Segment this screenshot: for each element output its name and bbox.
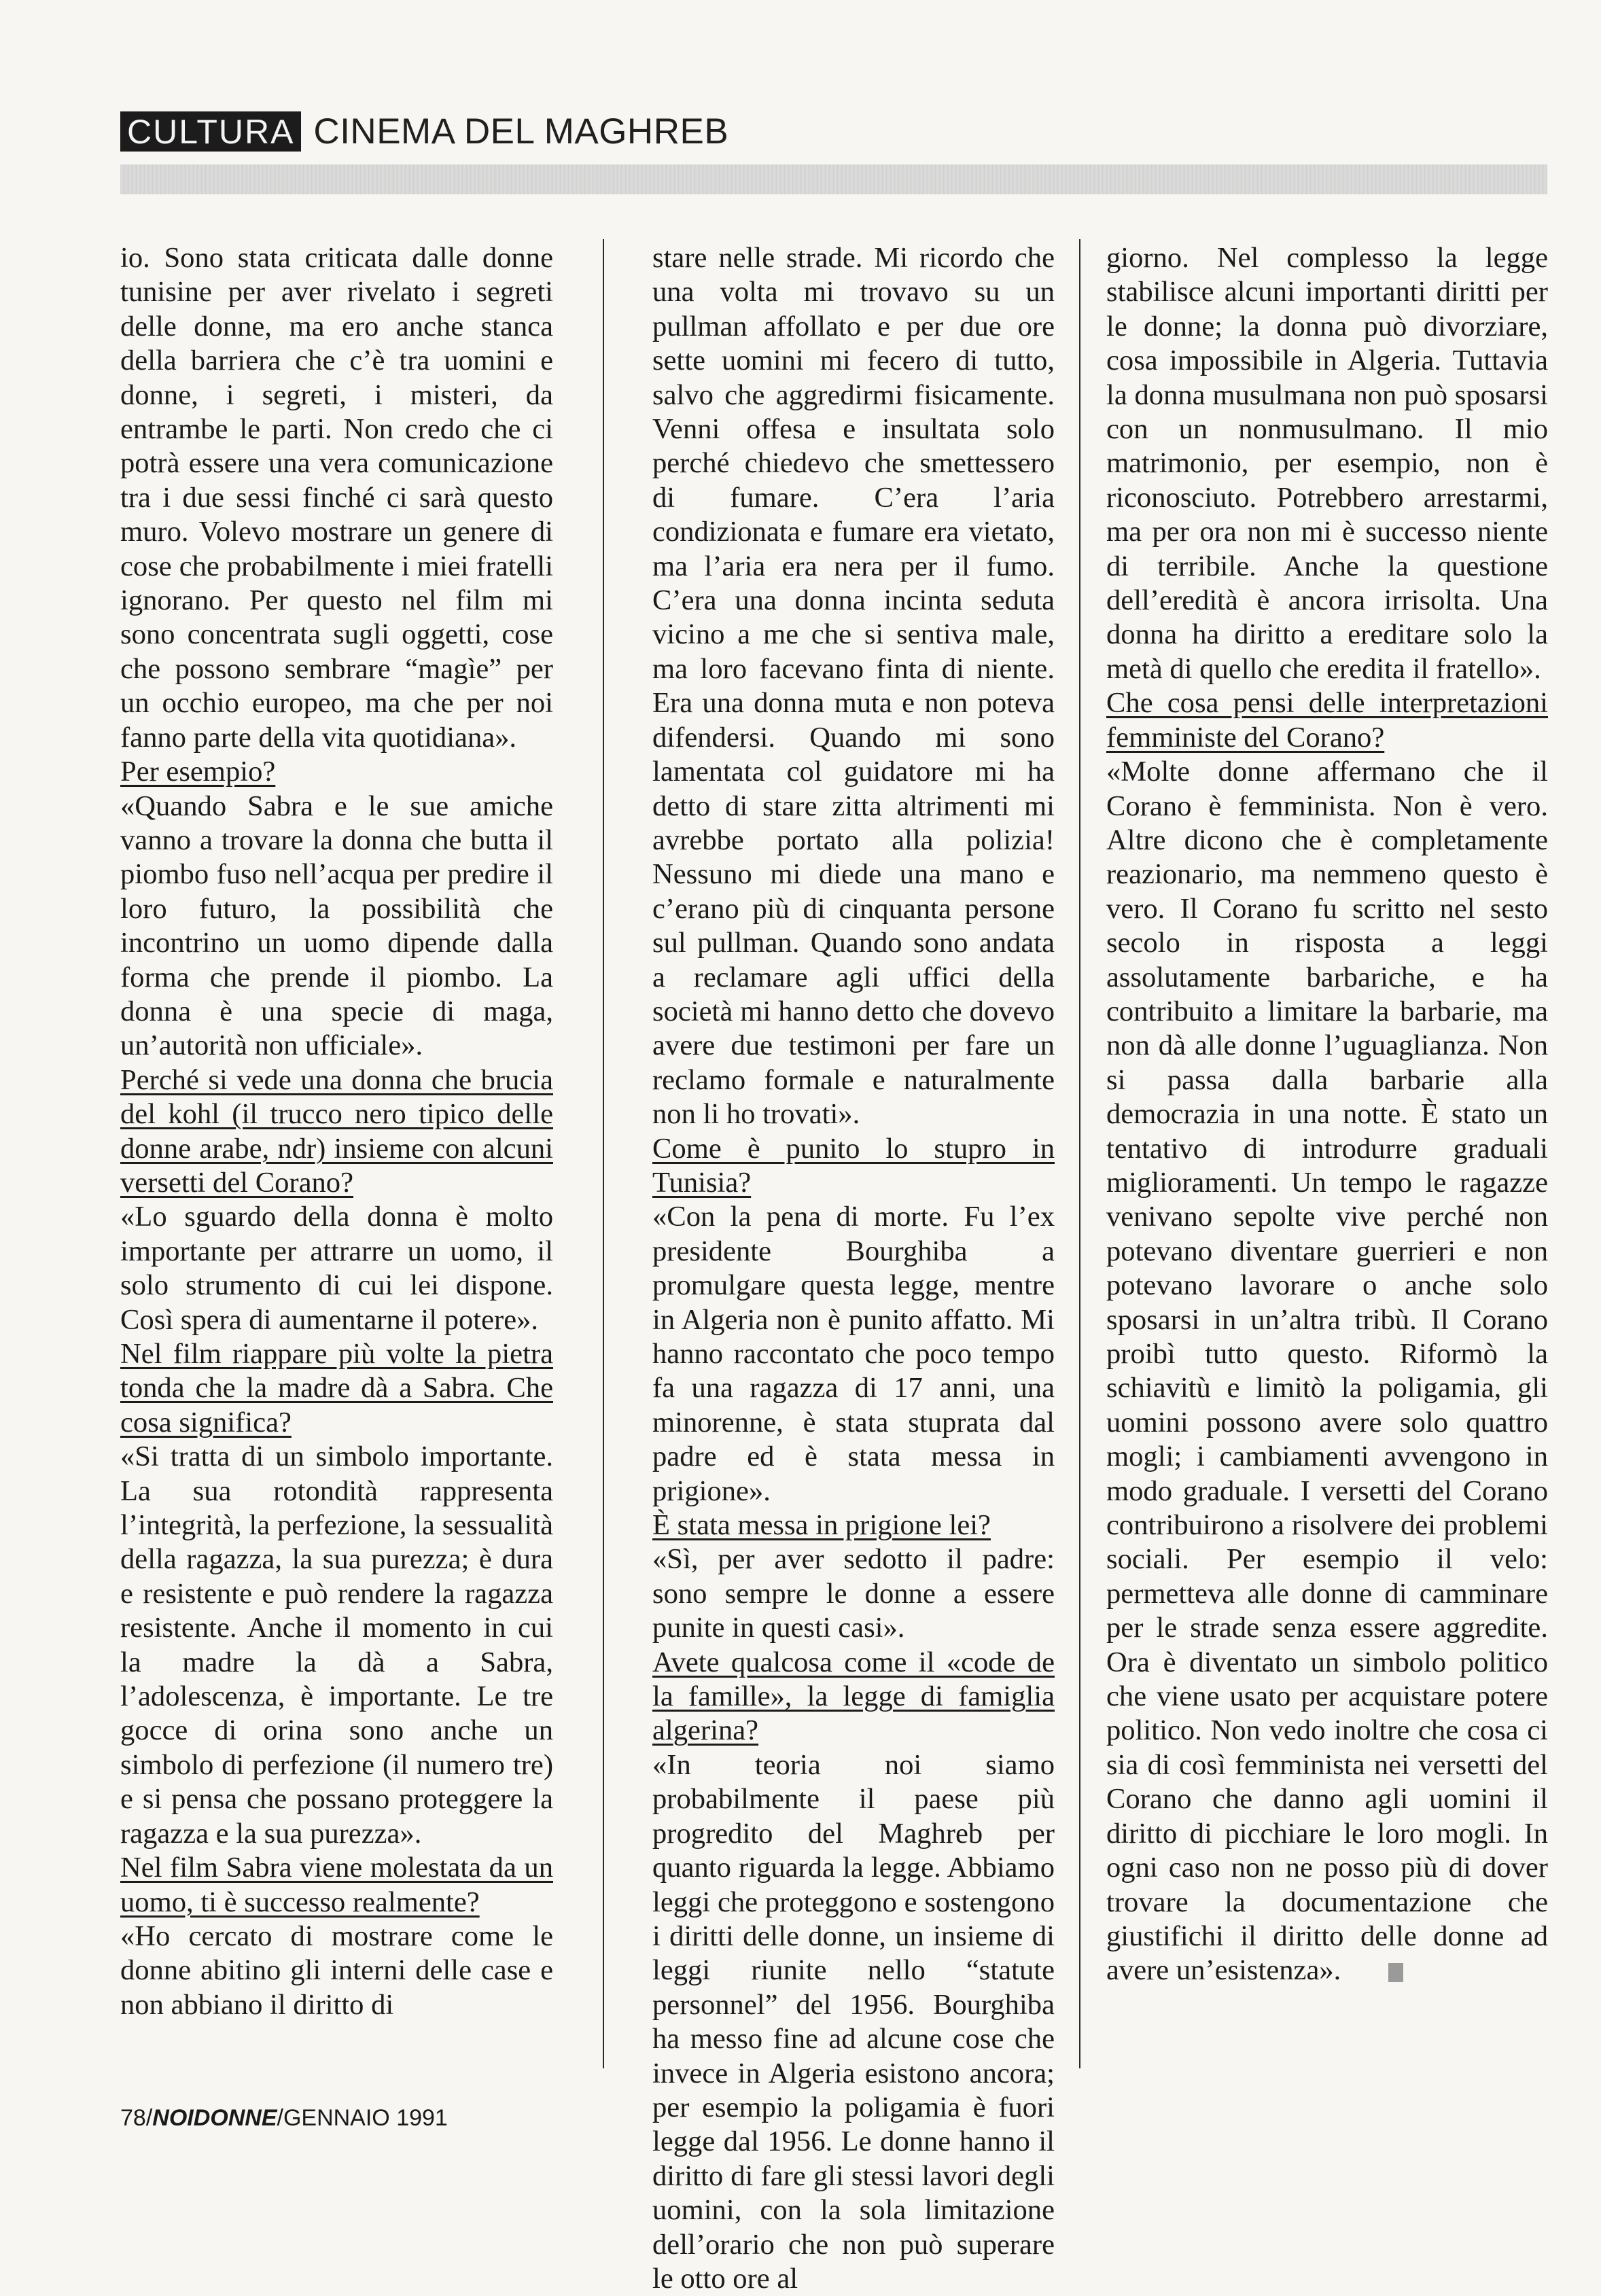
section-label: CULTURA [120, 111, 301, 152]
issue-date: /GENNAIO 1991 [277, 2105, 448, 2131]
question-text: Nel film riappare più volte la pietra tonda che la madre dà a Sabra. Che cosa significa? [120, 1338, 553, 1438]
interview-question [120, 755, 553, 789]
article-column-1 [120, 241, 553, 2069]
interview-answer: «Quando Sabra e le sue amiche vanno a trovare la donna che butta il piombo fuso nell’acqua per predire il loro futuro, la possibilità che incontrino un uomo dipende dalla forma che prende il piombo. La donna è una specie di maga, un’autorità non ufficiale». [120, 790, 553, 1062]
column-divider [603, 239, 604, 2068]
interview-question [120, 1851, 553, 1920]
section-header [120, 110, 728, 152]
interview-question [652, 1646, 1055, 1748]
interview-question [1106, 686, 1548, 755]
interview-question [652, 1132, 1055, 1201]
article-column-2 [652, 241, 1055, 2295]
interview-answer: «Con la pena di morte. Fu l’ex presidente Bourghiba a promulgare questa legge, mentre in Algeria non è punito affatto. Mi hanno raccontato che poco tempo fa una ragazza di 17 anni, una minorenne, è stata stuprata dal padre ed è stata messa in prigione». [652, 1201, 1055, 1507]
question-text: Nel film Sabra viene molestata da un uomo, ti è successo realmente? [120, 1852, 553, 1918]
question-text: Perché si vede una donna che brucia del kohl (il trucco nero tipico delle donne arabe, ndr) insieme con alcuni versetti del Corano? [120, 1063, 553, 1199]
question-text: Avete qualcosa come il «code de la famille», la legge di famiglia algerina? [652, 1646, 1055, 1747]
page-number: 78/ [120, 2105, 153, 2131]
interview-question [120, 1063, 553, 1201]
interview-answer: «Ho cercato di mostrare come le donne abitino gli interni delle case e non abbiano il diritto di [120, 1920, 553, 2021]
header-band [120, 164, 1547, 194]
interview-question [120, 1337, 553, 1440]
article-column-3 [1106, 241, 1548, 2069]
interview-answer: «In teoria noi siamo probabilmente il paese più progredito del Maghreb per quanto riguarda la legge. Abbiamo leggi che proteggono e sostengono i diritti delle donne, un insieme di leggi riunite nello “statute personnel” del 1956. Bourghiba ha messo fine ad alcune cose che invece in Algeria esistono ancora; per esempio la poligamia è fuori legge dal 1956. Le donne hanno il diritto di fare gli stessi lavori degli uomini, con la sola limitazione dell’orario che non può superare le otto ore al [652, 1748, 1055, 2295]
question-text: Per esempio? [120, 756, 276, 788]
end-mark-icon [1388, 1963, 1403, 1982]
interview-answer: «Lo sguardo della donna è molto importante per attrarre un uomo, il solo strumento di cui lei dispone. Così spera di aumentarne il potere». [120, 1201, 553, 1336]
question-text: Come è punito lo stupro in Tunisia? [652, 1132, 1055, 1199]
page-footer [120, 2105, 448, 2132]
interview-answer: stare nelle strade. Mi ricordo che una volta mi trovavo su un pullman affollato e per due ore sette uomini mi fecero di tutto, salvo che aggredirmi fisicamente. Venni offesa e insultata solo perché chiedevo che smettessero di fumare. C’era l’aria condizionata e fumare era vietato, ma l’aria era nera per il fumo. C’era una donna incinta seduta vicino a me che si sentiva male, ma loro facevano finta di niente. Era una donna muta e non poteva difendersi. Quando mi sono lamentata col guidatore mi ha detto di stare zitta altrimenti mi avrebbe portato alla polizia! Nessuno mi diede una mano e c’erano più di cinquanta persone sul pullman. Quando sono andata a reclamare agli uffici della società mi hanno detto che dovevo avere due testimoni per fare un reclamo formale e naturalmente non li ho trovati». [652, 242, 1055, 1131]
section-title: CINEMA DEL MAGHREB [313, 111, 729, 152]
interview-answer: «Molte donne affermano che il Corano è femminista. Non è vero. Altre dicono che è completamente reazionario, ma nemmeno questo è vero. Il Corano fu scritto nel sesto secolo in risposta a leggi assolutamente barbariche, e ha contribuito a limitare la barbarie, ma non dà alle donne l’uguaglianza. Non si passa dalla barbarie alla democrazia in una notte. È stato un tentativo di introdurre graduali miglioramenti. Un tempo le ragazze venivano sepolte vive perché non potevano diventare guerrieri e non potevano lavorare o anche solo sposarsi in un’altra tribù. Il Corano proibì tutto questo. Riformò la schiavitù e limitò la poligamia, gli uomini possono avere solo quattro mogli; i cambiamenti avvengono in modo graduale. I versetti del Corano contribuirono a risolvere dei problemi sociali. Per esempio il velo: permetteva alle donne di camminare per le strade senza essere aggredite. Ora è diventato un simbolo politico che viene usato per acquistare potere politico. Non vedo inoltre che cosa ci sia di così femminista nei versetti del Corano che danno agli uomini il diritto di picchiare le loro mogli. In ogni caso non ne posso più di dover trovare la documentazione che giustifichi il diritto delle donne ad avere un’esistenza». [1106, 756, 1548, 1987]
column-divider [1079, 239, 1080, 2068]
magazine-name: NOIDONNE [152, 2105, 277, 2131]
interview-answer: io. Sono stata criticata dalle donne tunisine per aver rivelato i segreti delle donne, ma ero anche stanca della barriera che c’è tra uomini e donne, i segreti, i misteri, da entrambe le parti. Non credo che ci potrà essere una vera comunicazione tra i due sessi finché ci sarà questo muro. Volevo mostrare un genere di cose che probabilmente i miei fratelli ignorano. Per questo nel film mi sono concentrata sugli oggetti, cose che possono sembrare “magìe” per un occhio europeo, ma che per noi fanno parte della vita quotidiana». [120, 242, 553, 754]
interview-answer: giorno. Nel complesso la legge stabilisce alcuni importanti diritti per le donne; la donna può divorziare, cosa impossibile in Algeria. Tuttavia la donna musulmana non può sposarsi con un nonmusulmano. Il mio matrimonio, per esempio, non è riconosciuto. Potrebbero arrestarmi, ma per ora non mi è successo niente di terribile. Anche la questione dell’eredità è ancora irrisolta. Una donna ha diritto a ereditare solo la metà di quello che eredita il fratello». [1106, 242, 1548, 685]
interview-question [652, 1508, 1055, 1542]
question-text: Che cosa pensi delle interpretazioni femministe del Corano? [1106, 687, 1548, 754]
question-text: È stata messa in prigione lei? [652, 1509, 991, 1542]
interview-answer: «Si tratta di un simbolo importante. La sua rotondità rappresenta l’integrità, la perfezione, la sessualità della ragazza, la sua purezza; è dura e resistente e può rendere la ragazza resistente. Anche il momento in cui la madre la dà a Sabra, l’adolescenza, è importante. Le tre gocce di orina sono anche un simbolo di perfezione (il numero tre) e si pensa che possano proteggere la ragazza e la sua purezza». [120, 1441, 553, 1850]
interview-answer: «Sì, per aver sedotto il padre: sono sempre le donne a essere punite in questi casi». [652, 1543, 1055, 1644]
